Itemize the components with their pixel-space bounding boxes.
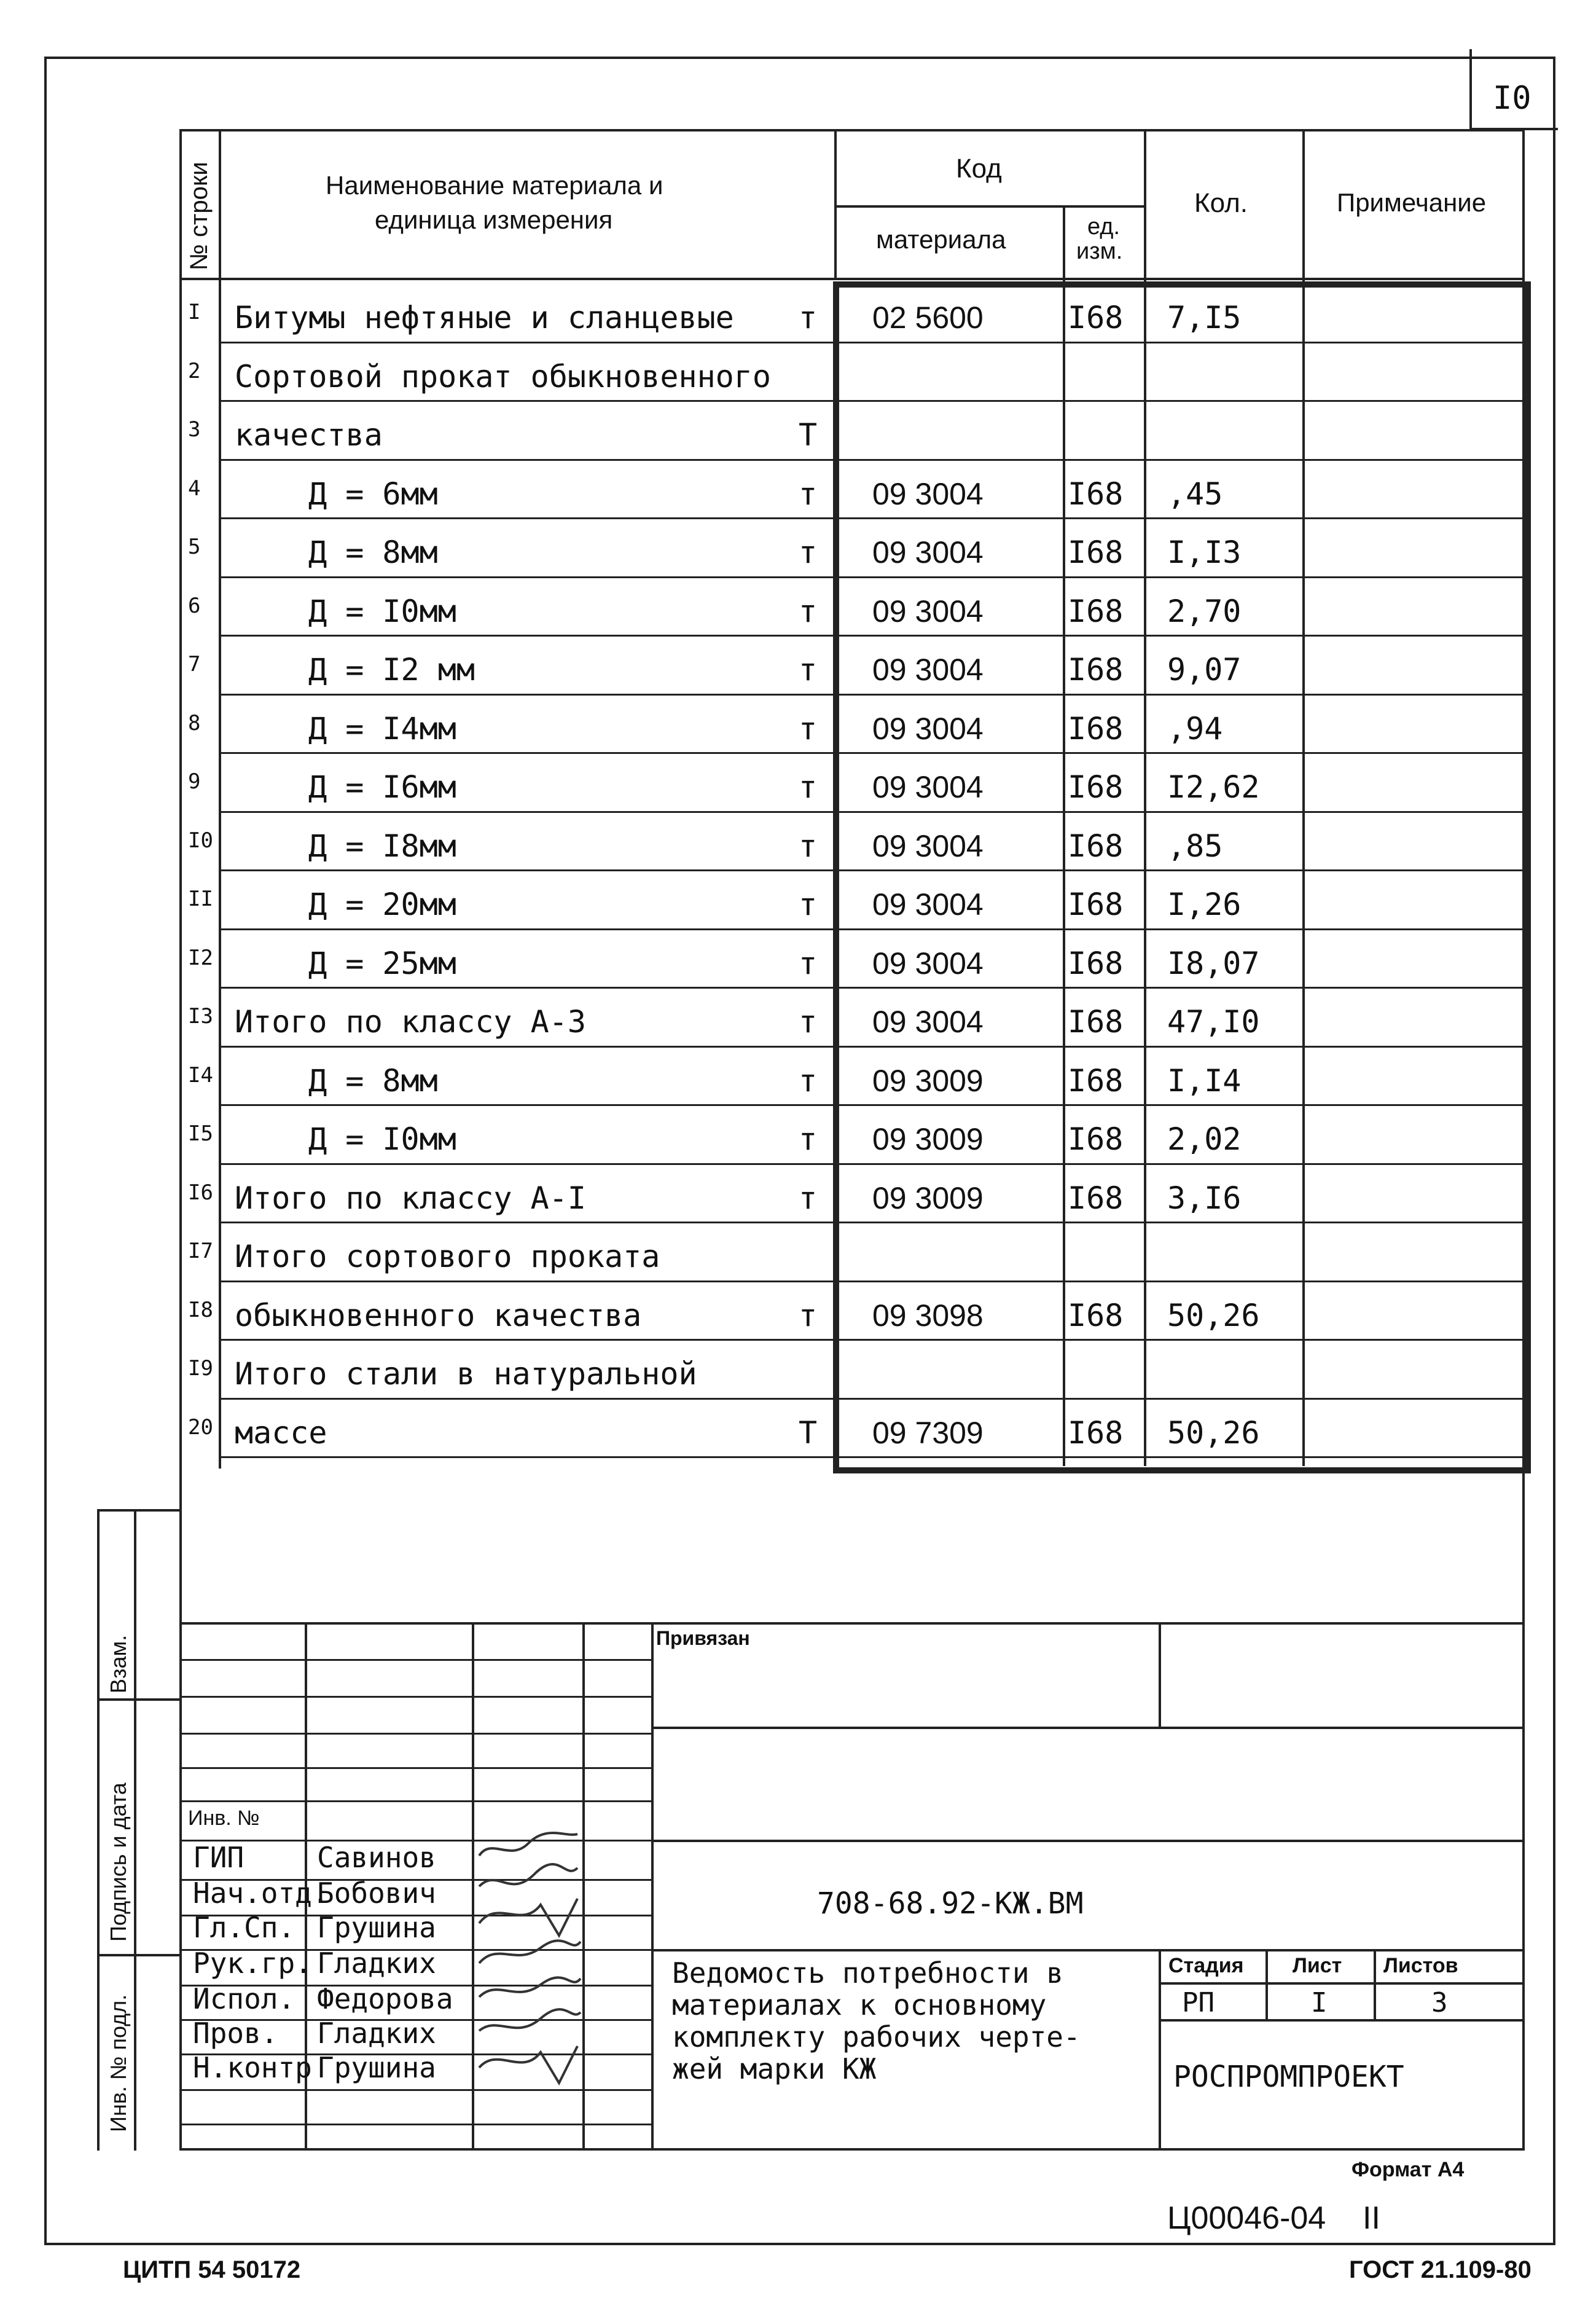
material-code: 09 3004	[872, 476, 984, 511]
material-code: 09 3004	[872, 770, 984, 804]
side-strip-left	[97, 1509, 100, 2151]
unit-code: I68	[1068, 1062, 1124, 1099]
sig-col-4	[651, 1622, 654, 2151]
quantity: ,85	[1167, 828, 1223, 864]
quantity: I8,07	[1167, 945, 1260, 981]
unit-code: I68	[1068, 828, 1124, 864]
header-sep-unit	[1063, 205, 1065, 279]
material-unit: т	[799, 652, 818, 688]
row-number: 3	[188, 417, 201, 442]
row-number: I	[188, 300, 201, 324]
header-code: Код	[956, 154, 1002, 184]
side-strip-inner	[134, 1509, 136, 2151]
material-code: 02 5600	[872, 300, 984, 335]
material-unit: Т	[799, 417, 818, 453]
material-name: Д = 20мм	[308, 887, 456, 922]
material-code: 09 3009	[872, 1122, 984, 1156]
material-code: 09 3009	[872, 1180, 984, 1215]
outer-bottom-border	[44, 2243, 1555, 2245]
side-label-inv-no: Инв. № подл.	[106, 1994, 131, 2132]
sig-grid-line	[182, 1800, 651, 1802]
side-strip-sep1	[97, 1698, 182, 1701]
material-code: 09 3098	[872, 1298, 984, 1333]
tb-sheet-label: Лист	[1293, 1954, 1342, 1977]
row-number: I2	[188, 945, 213, 970]
unit-code: I68	[1068, 300, 1124, 335]
header-sep-rowno	[219, 129, 221, 1469]
unit-code: I68	[1068, 1297, 1124, 1333]
material-name: Д = 6мм	[308, 476, 438, 512]
table-left-border	[179, 129, 182, 2151]
staff-name: Грушина	[317, 2051, 436, 2084]
quantity: 7,I5	[1167, 300, 1242, 335]
material-code: 09 3004	[872, 946, 984, 981]
material-code: 09 3004	[872, 594, 984, 629]
material-name: Д = I4мм	[308, 710, 456, 747]
header-sep-code-sub	[834, 205, 1146, 208]
material-code: 09 3009	[872, 1063, 984, 1098]
header-bottom	[179, 278, 1525, 280]
tb-stage-value-line	[1159, 2019, 1525, 2022]
quantity: 3,I6	[1167, 1180, 1242, 1216]
data-block-border	[833, 281, 1531, 1473]
stamp-number: Ц00046-04	[1167, 2200, 1326, 2236]
side-strip-sep2	[97, 1954, 182, 1956]
tb-doc-code: 708-68.92-КЖ.ВМ	[817, 1886, 1084, 1921]
material-name: Итого по классу А-3	[235, 1004, 586, 1040]
material-name: Д = I6мм	[308, 769, 456, 805]
material-unit: т	[799, 945, 818, 981]
side-label-sign-date: Подпись и дата	[106, 1783, 131, 1942]
tb-code-top	[651, 1840, 1525, 1842]
material-code: 09 3004	[872, 711, 984, 746]
tb-attached-sep	[1159, 1622, 1161, 1728]
row-number: I3	[188, 1004, 213, 1029]
material-name: Д = I8мм	[308, 828, 456, 864]
staff-name: Савинов	[317, 1841, 436, 1874]
tb-title-line1: Ведомость потребности в	[672, 1956, 1063, 1990]
unit-code: I68	[1068, 710, 1124, 747]
row-number: I0	[188, 828, 213, 853]
tb-bottom-line	[179, 2148, 1525, 2151]
table-top-border	[179, 129, 1525, 131]
staff-role: Гл.Сп.	[193, 1911, 295, 1944]
material-name: Д = I2 мм	[308, 652, 475, 688]
staff-role: Рук.гр.	[193, 1947, 312, 1980]
row-number: 2	[188, 358, 201, 383]
row-number: 6	[188, 593, 201, 618]
unit-code: I68	[1068, 1121, 1124, 1157]
row-number: 20	[188, 1414, 213, 1440]
tb-title-top	[651, 1949, 1525, 1951]
material-code: 09 3004	[872, 535, 984, 570]
material-name: Итого по классу А-I	[235, 1180, 586, 1216]
tb-title-line4: жей марки КЖ	[672, 2052, 877, 2085]
unit-code: I68	[1068, 1414, 1124, 1451]
staff-role: Нач.отд.	[193, 1877, 329, 1910]
row-number: I9	[188, 1356, 213, 1381]
staff-name: Бобович	[317, 1877, 436, 1910]
material-unit: т	[799, 1062, 818, 1099]
staff-role: ГИП	[193, 1841, 244, 1874]
tb-title-line2: материалах к основному	[672, 1988, 1047, 2022]
tb-stage-sep1	[1265, 1949, 1268, 2022]
tb-sheets-value: 3	[1431, 1987, 1448, 2018]
sig-grid-line	[182, 1733, 651, 1735]
header-sep-qty	[1144, 129, 1146, 279]
footer-right: ГОСТ 21.109-80	[1349, 2256, 1531, 2283]
tb-sheet-value: I	[1311, 1987, 1328, 2018]
staff-name: Федорова	[317, 1982, 453, 2015]
row-number: I4	[188, 1062, 213, 1088]
quantity: I,26	[1167, 887, 1242, 922]
material-name: Д = 8мм	[308, 1062, 438, 1099]
tb-attached-line	[651, 1727, 1525, 1729]
header-note: Примечание	[1337, 188, 1487, 217]
header-qty: Кол.	[1194, 188, 1248, 218]
material-unit: т	[799, 476, 818, 512]
row-number: 7	[188, 652, 201, 677]
quantity: I2,62	[1167, 769, 1260, 805]
tb-org: РОСПРОМПРОЕКТ	[1173, 2060, 1404, 2094]
staff-name: Гладких	[317, 2017, 436, 2050]
material-unit: т	[799, 1121, 818, 1157]
staff-name: Гладких	[317, 1947, 436, 1980]
unit-code: I68	[1068, 476, 1124, 512]
header-name-line1: Наименование материала и	[326, 171, 663, 200]
quantity: 2,02	[1167, 1121, 1242, 1157]
staff-role: Н.контр	[193, 2051, 312, 2084]
side-strip-top	[97, 1509, 182, 1512]
material-unit: т	[799, 887, 818, 922]
row-number: I5	[188, 1121, 213, 1146]
tb-title-sep	[1159, 1949, 1161, 2151]
unit-code: I68	[1068, 652, 1124, 688]
sig-grid-line	[182, 1767, 651, 1769]
quantity: I,I4	[1167, 1062, 1242, 1099]
row-number: 9	[188, 769, 201, 794]
quantity: 50,26	[1167, 1414, 1260, 1451]
side-label-vzam: Взам.	[106, 1634, 131, 1693]
material-name: Итого стали в натуральной	[235, 1356, 697, 1392]
quantity: ,94	[1167, 710, 1223, 747]
tb-attached-label: Привязан	[656, 1627, 750, 1649]
row-number: II	[188, 887, 213, 911]
sheet-number: I0	[1493, 80, 1531, 117]
material-unit: Т	[799, 1414, 818, 1451]
quantity: 47,I0	[1167, 1004, 1260, 1040]
tb-stage-label: Стадия	[1168, 1954, 1244, 1977]
quantity: 9,07	[1167, 652, 1242, 688]
material-name: обыкновенного качества	[235, 1297, 642, 1333]
tb-title-line3: комплекту рабочих черте-	[672, 2020, 1081, 2053]
material-unit: т	[799, 769, 818, 805]
unit-code: I68	[1068, 1004, 1124, 1040]
header-sep-code	[834, 129, 837, 279]
row-number: 8	[188, 710, 201, 735]
material-name: Д = I0мм	[308, 593, 456, 629]
material-name: массе	[235, 1414, 327, 1451]
format-label: Формат А4	[1352, 2158, 1465, 2181]
row-number: I7	[188, 1239, 213, 1263]
row-number: 4	[188, 476, 201, 501]
unit-code: I68	[1068, 945, 1124, 981]
row-number: I8	[188, 1297, 213, 1322]
tb-inv-no-label: Инв. №	[188, 1806, 260, 1830]
material-name: Итого сортового проката	[235, 1239, 660, 1274]
unit-code: I68	[1068, 769, 1124, 805]
material-unit: т	[799, 300, 818, 335]
unit-code: I68	[1068, 1180, 1124, 1216]
quantity: 50,26	[1167, 1297, 1260, 1333]
tb-stage-header-line	[1159, 1982, 1525, 1985]
outer-right-border	[1553, 57, 1555, 2244]
material-unit: т	[799, 828, 818, 864]
material-name: Битумы нефтяные и сланцевые	[235, 300, 734, 335]
header-row-no: № строки	[186, 162, 213, 270]
sig-grid-line	[182, 1696, 651, 1698]
stamp-suffix: II	[1363, 2200, 1380, 2236]
material-code: 09 3004	[872, 653, 984, 687]
outer-top-border	[44, 57, 1555, 59]
outer-left-border	[44, 57, 47, 2244]
tb-stage-sep2	[1374, 1949, 1376, 2022]
material-unit: т	[799, 1004, 818, 1040]
sig-grid-line	[182, 1659, 651, 1661]
material-unit: т	[799, 593, 818, 629]
material-name: Сортовой прокат обыкновенного	[235, 358, 771, 394]
material-name: Д = 8мм	[308, 535, 438, 570]
staff-name: Грушина	[317, 1911, 436, 1944]
signature-scribbles	[473, 1831, 584, 2138]
material-unit: т	[799, 710, 818, 747]
header-material: материала	[876, 225, 1006, 254]
staff-role: Пров.	[193, 2017, 278, 2050]
unit-code: I68	[1068, 593, 1124, 629]
material-name: Д = I0мм	[308, 1121, 456, 1157]
material-unit: т	[799, 1297, 818, 1333]
header-sep-note	[1302, 129, 1305, 279]
material-name: качества	[235, 417, 383, 453]
quantity: I,I3	[1167, 535, 1242, 570]
header-unit-line1: ед.	[1087, 214, 1121, 240]
header-name-line2: единица измерения	[375, 205, 613, 234]
material-unit: т	[799, 535, 818, 570]
staff-role: Испол.	[193, 1982, 295, 2015]
unit-code: I68	[1068, 535, 1124, 570]
quantity: 2,70	[1167, 593, 1242, 629]
material-code: 09 3004	[872, 887, 984, 922]
row-number: 5	[188, 535, 201, 559]
unit-code: I68	[1068, 887, 1124, 922]
material-name: Д = 25мм	[308, 945, 456, 981]
material-unit: т	[799, 1180, 818, 1216]
tb-top-line	[179, 1622, 1525, 1625]
quantity: ,45	[1167, 476, 1223, 512]
tb-sheets-label: Листов	[1383, 1954, 1458, 1977]
material-code: 09 3004	[872, 828, 984, 863]
row-number: I6	[188, 1180, 213, 1205]
header-unit-line2: изм.	[1076, 238, 1123, 264]
material-code: 09 3004	[872, 1005, 984, 1039]
material-code: 09 7309	[872, 1415, 984, 1450]
footer-left: ЦИТП 54 50172	[123, 2256, 301, 2283]
tb-stage-value: РП	[1182, 1987, 1215, 2018]
